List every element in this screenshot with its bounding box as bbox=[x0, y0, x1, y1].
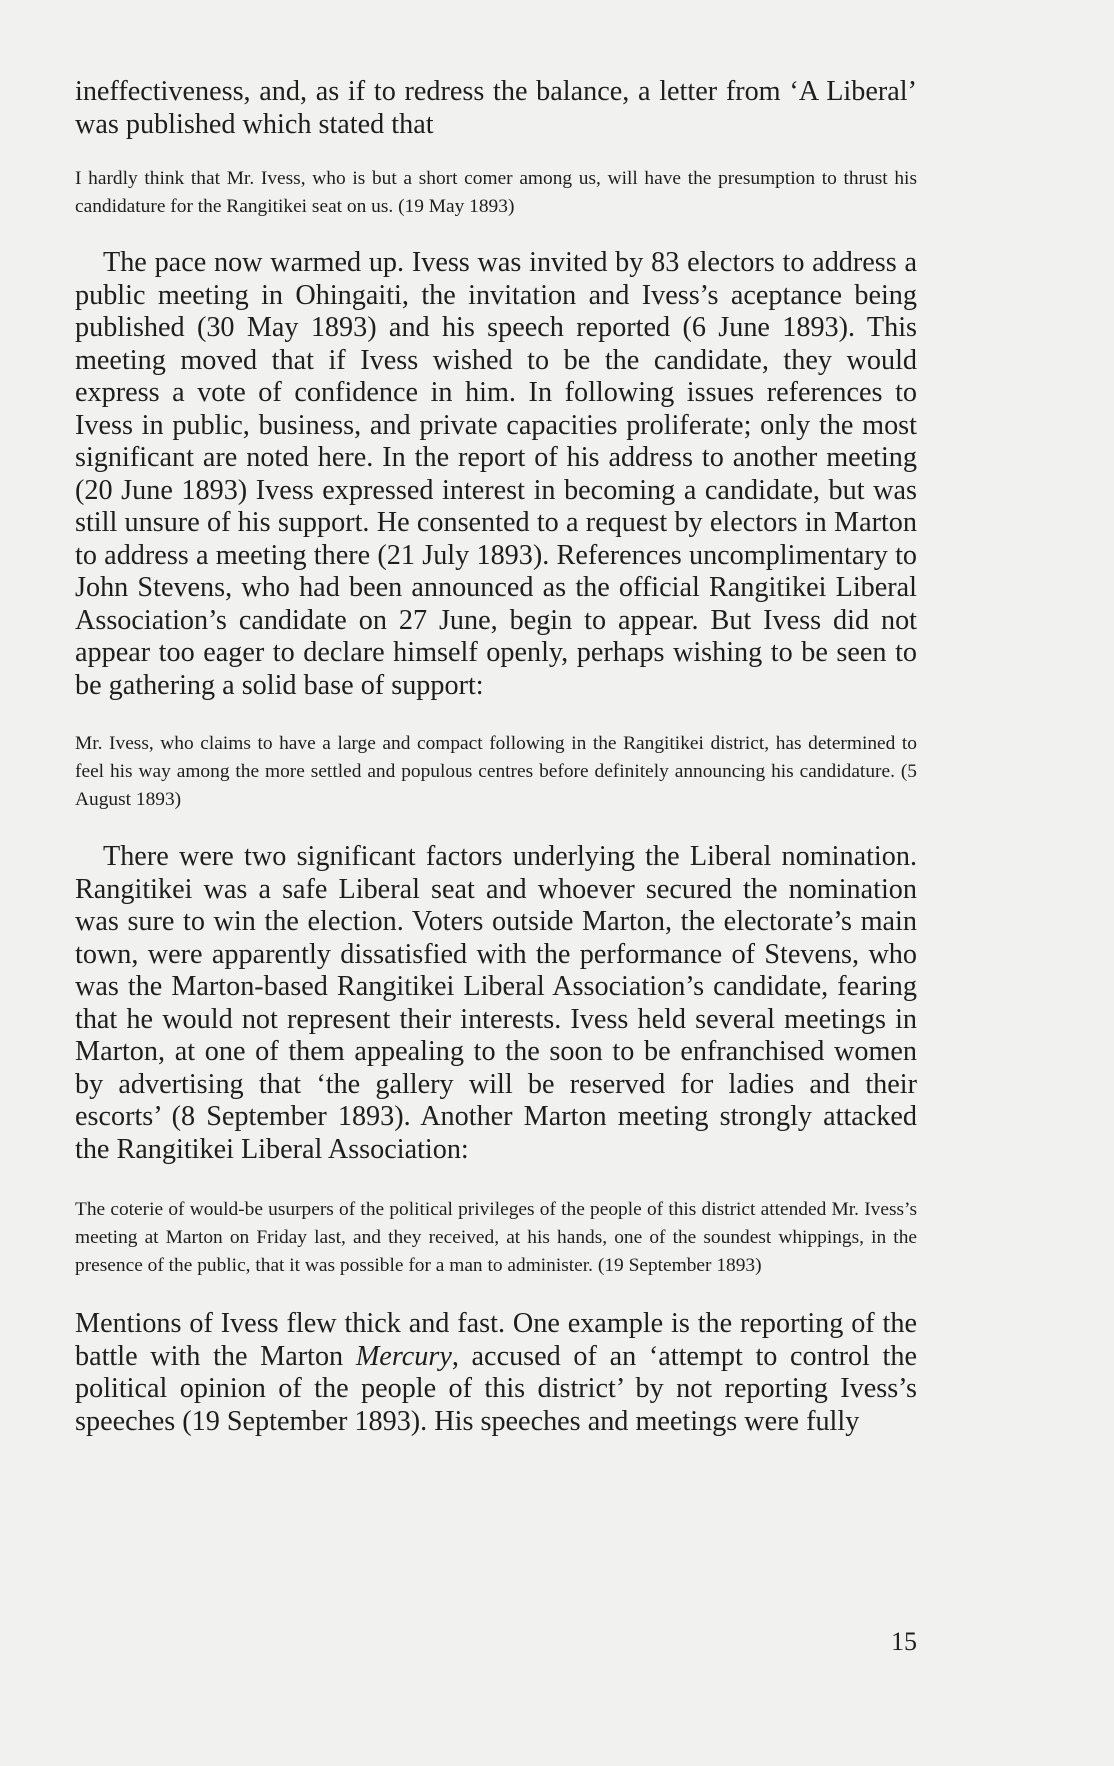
page-number: 15 bbox=[891, 1627, 917, 1656]
block-quote-1: I hardly think that Mr. Ivess, who is but a short comer among us, will have the presumption to thrust his candidature for the Rangitikei seat on us. (19 May 1893) bbox=[75, 168, 917, 217]
paragraph-3: There were two significant factors underlying the Liberal nomination. Rangitikei was a safe Liberal seat and whoever secured the nomination was sure to win the election. Voters outside Marton, the electorate’s main town, were apparently dissatisfied with the performance of Stevens, who was the Marton-based Rangitikei Liberal Association’s candidate, fearing that he would not represent their interests. Ivess held several meetings in Marton, at one of them appealing to the soon to be enfranchised women by advertising that ‘the gallery will be reserved for ladies and their escorts’ (8 September 1893). Another Marton meeting strongly attacked the Rangitikei Liberal Association: bbox=[75, 841, 917, 1165]
block-quote-2: Mr. Ivess, who claims to have a large and compact following in the Rangitikei district, has determined to feel his way among the more settled and populous centres before definitely announcing his candidature. (5 August 1893) bbox=[75, 733, 917, 810]
paragraph-2: The pace now warmed up. Ivess was invited by 83 electors to address a public meeting in Ohingaiti, the invitation and Ivess’s aceptance being published (30 May 1893) and his speech reported (6 June 1893). This meeting moved that if Ivess wished to be the candidate, they would express a vote of confidence in him. In following issues references to Ivess in public, business, and private capacities proliferate; only the most significant are noted here. In the report of his address to another meeting (20 June 1893) Ivess expressed interest in becoming a candidate, but was still unsure of his support. He consented to a request by electors in Marton to address a meeting there (21 July 1893). References uncomplimentary to John Stevens, who had been announced as the official Rangitikei Liberal Association’s candidate on 27 June, begin to appear. But Ivess did not appear too eager to declare himself openly, perhaps wishing to be seen to be gathering a solid base of support: bbox=[75, 247, 917, 701]
newspaper-title: Mercury bbox=[355, 1340, 452, 1372]
block-quote-3: The coterie of would-be usurpers of the political privileges of the people of this district attended Mr. Ivess’s meeting at Marton on Friday last, and they received, at his hands, one of the soundest whippings, in the presence of the public, that it was possible for a man to administer. (19 September 1893) bbox=[75, 1199, 917, 1276]
paragraph-1: ineffectiveness, and, as if to redress the balance, a letter from ‘A Liberal’ was published which stated that bbox=[75, 76, 917, 140]
paragraph-4-text-end: , accused of an ‘attempt to control the political opinion of the people of this district’ by not reporting Ivess’s speeches (19 September 1893). His speeches and meetings were fully bbox=[75, 1340, 917, 1437]
paragraph-4-text-start: Mentions of Ivess flew thick and fast. One example is the reporting of the battle with the Marton bbox=[75, 1308, 917, 1372]
paragraph-4 bbox=[75, 1308, 917, 1438]
page-body bbox=[75, 76, 917, 1438]
